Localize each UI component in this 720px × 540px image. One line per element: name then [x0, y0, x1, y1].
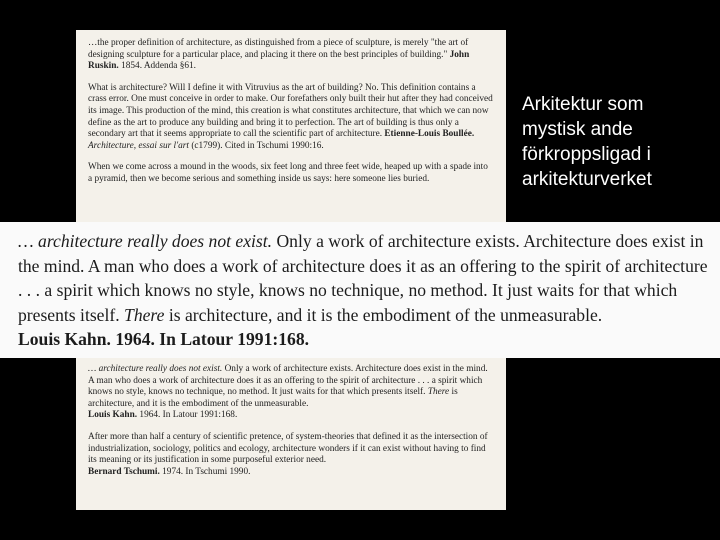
scanned-page-bottom	[76, 352, 506, 510]
quote-kahn-small-lead: … architecture really does not exist.	[88, 364, 223, 374]
quote-boullee-title: Architecture, essai sur l'art	[88, 140, 189, 151]
quote-kahn-small-author: Louis Kahn.	[88, 410, 138, 421]
zoomed-quote-ref: 1964. In Latour 1991:168.	[115, 329, 310, 349]
zoomed-quote-panel	[0, 222, 720, 358]
quote-ruskin-text: …the proper definition of architecture, as distinguished from a piece of sculpture, is merely "the art of designing sculpture for a particular place, and placing it there on the best principles of building."	[88, 38, 469, 60]
quote-kahn-small-ref: 1964. In Latour 1991:168.	[139, 410, 238, 421]
quote-tschumi-ref: 1974. In Tschumi 1990.	[162, 466, 251, 477]
scanned-text-top	[88, 38, 494, 196]
slide-caption: Arkitektur som mystisk ande förkroppsligad i arkitekturverket	[522, 94, 652, 190]
quote-tschumi-author: Bernard Tschumi.	[88, 466, 160, 477]
quote-ruskin-author: John Ruskin.	[88, 49, 470, 72]
quote-tschumi-text: After more than half a century of scientific pretence, of system-theories that defined it as the intersection of industrialization, sociology, politics and ecology, architecture wonders if it can exist without having to find its meaning or its justification in some purposeful exterior need.	[88, 431, 488, 466]
quote-kahn-small-text2: is architecture, and it is the embodiment of the unmeasurable.	[88, 387, 458, 409]
quote-boullee-author: Etienne-Louis Boullée.	[384, 129, 475, 140]
quote-mound	[88, 162, 494, 185]
zoomed-quote-text1: Only a work of architecture exists. Architecture does exist in the mind. A man who does a work of architecture does it as an offering to the spirit of architecture . . . a spirit which knows no style, knows no technique, no method. It just waits for that which presents itself.	[18, 231, 708, 325]
quote-kahn-small-text1: Only a work of architecture exists. Architecture does exist in the mind. A man who does a work of architecture does it as an offering to the spirit of architecture . . . a spirit which knows no style, knows no technique, no method. It just waits for that which presents itself.	[88, 364, 488, 398]
scanned-text-bottom	[88, 364, 494, 488]
quote-boullee	[88, 83, 494, 153]
zoomed-quote-lead: … architecture really does not exist.	[18, 231, 273, 251]
zoomed-quote-author: Louis Kahn.	[18, 329, 111, 349]
zoomed-quote-text2: is architecture, and it is the embodiment of the unmeasurable.	[164, 304, 603, 325]
quote-boullee-text: What is architecture? Will I define it with Vitruvius as the art of building? No. This definition contains a crass error. One must conceive in order to make. Our forefathers only built their hut after they had conceived its image. This production of the mind, this creation is what constitutes architecture, that which we can now define as the art to produce any building and bring it to perfection. The art of building is thus only a secondary art that it seems appropriate to call the scientific part of architecture.	[88, 82, 493, 140]
zoomed-quote	[18, 229, 708, 352]
quote-ruskin-ref: 1854. Addenda §61.	[121, 61, 196, 72]
quote-kahn-small	[88, 364, 494, 422]
quote-mound-text: When we come across a mound in the woods, six feet long and three feet wide, heaped up with a spade into a pyramid, then we become serious and something inside us says: here someone lies buried.	[88, 162, 488, 184]
quote-boullee-ref: (c1799). Cited in Tschumi 1990:16.	[191, 140, 324, 151]
zoomed-quote-there: There	[124, 304, 165, 325]
quote-tschumi	[88, 432, 494, 478]
zoomed-quote-body	[18, 229, 708, 352]
quote-ruskin	[88, 38, 494, 73]
quote-kahn-small-there: There	[427, 387, 450, 398]
scanned-page-top	[76, 30, 506, 230]
